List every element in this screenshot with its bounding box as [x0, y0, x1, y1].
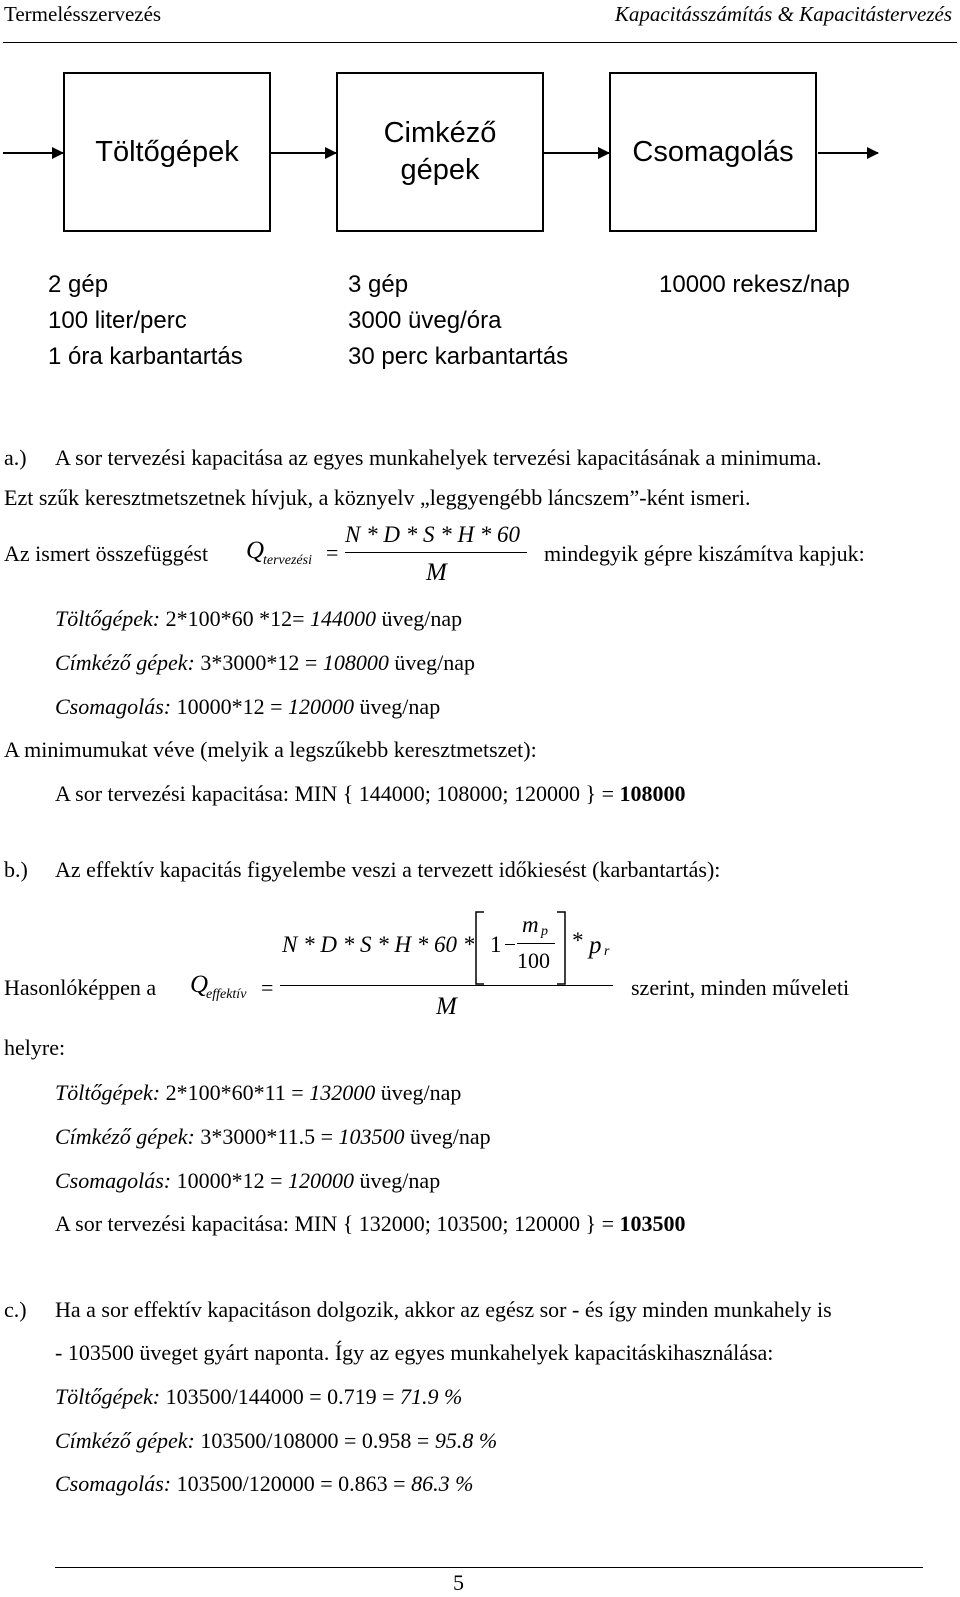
formula-numerator: N * D * S * H * 60: [345, 522, 521, 547]
row-result: 132000: [309, 1080, 376, 1105]
util-row: [55, 1384, 462, 1410]
formula-q: Q: [246, 537, 265, 564]
formula-b-one: 1: [490, 932, 502, 957]
formula-b-mp-sub: p: [541, 924, 548, 939]
row-result: 120000: [288, 694, 355, 719]
box-label: gépek: [400, 154, 480, 186]
row-label: Csomagolás:: [55, 694, 172, 719]
page-number: 5: [453, 1570, 464, 1595]
header-title: Termelésszervezés: [4, 2, 162, 26]
spec-line: 2 gép: [48, 271, 109, 298]
spec-line: 3 gép: [348, 271, 409, 298]
formula-b-after2: helyre:: [4, 1035, 66, 1060]
spec-line: 100 liter/perc: [48, 307, 187, 334]
formula-b-intro: Hasonlóképpen a: [4, 975, 157, 1000]
row-result: 120000: [288, 1168, 355, 1193]
box-label: Cimkéző: [383, 117, 497, 149]
row-expr: 3*3000*11.5 =: [194, 1124, 339, 1149]
row-result: 86.3 %: [411, 1471, 474, 1496]
formula-b-q-sub: effektív: [206, 987, 247, 1002]
row-expr: 103500/120000 = 0.863 =: [171, 1471, 412, 1496]
formula-q-sub: tervezési: [263, 553, 312, 568]
row-unit: üveg/nap: [376, 606, 463, 631]
util-row: [55, 1471, 473, 1497]
section-c-label: c.): [4, 1297, 27, 1322]
formula-b-mp: m: [522, 912, 539, 937]
spec-col-1: [48, 267, 243, 375]
fraction-bar: [345, 552, 527, 553]
formula-b-eq: =: [261, 975, 274, 1000]
row-label: Töltőgépek:: [55, 606, 161, 631]
formula-denominator: M: [426, 559, 447, 586]
formula-b-hundred: 100: [517, 948, 550, 973]
inner-fraction-bar: [517, 943, 555, 944]
formula-b-denominator: M: [436, 993, 457, 1020]
footer-rule: [55, 1567, 923, 1568]
row-label: Töltőgépek:: [55, 1080, 161, 1105]
min-line-b: [55, 1211, 685, 1237]
spec-col-3: [659, 267, 850, 303]
spec-line: 1 óra karbantartás: [48, 343, 243, 370]
row-expr: 3*3000*12 =: [194, 650, 323, 675]
row-label: Csomagolás:: [55, 1168, 172, 1193]
row-result: 71.9 %: [400, 1384, 463, 1409]
min-line: [55, 781, 685, 807]
formula-b-star: *: [571, 928, 583, 953]
row-expr: 103500/108000 = 0.958 =: [194, 1428, 435, 1453]
util-row: [55, 1428, 497, 1454]
row-result: 103500: [338, 1124, 405, 1149]
header-subtitle: Kapacitásszámítás & Kapacitástervezés: [614, 2, 952, 26]
calc-row: [55, 1168, 440, 1194]
spec-line: 10000 rekesz/nap: [659, 271, 850, 298]
box-cimkezo: [336, 72, 544, 232]
calc-row: [55, 606, 462, 632]
spec-line: 30 perc karbantartás: [348, 343, 569, 370]
section-b-line1: Az effektív kapacitás figyelembe veszi a tervezett időkiesést (karbantartás):: [55, 857, 721, 882]
row-unit: üveg/nap: [404, 1124, 491, 1149]
row-label: Csomagolás:: [55, 1471, 172, 1496]
fraction-bar-b: [280, 985, 613, 986]
box-toltogepek: [63, 72, 271, 232]
min-result: 108000: [619, 781, 686, 806]
min-text: A sor tervezési kapacitása: MIN { 144000; 108000; 120000 } =: [55, 781, 620, 806]
spec-line: 3000 üveg/óra: [348, 307, 502, 334]
spec-col-2: [348, 267, 568, 375]
min-text: A sor tervezési kapacitása: MIN { 132000; 103500; 120000 } =: [55, 1211, 620, 1236]
calc-row: [55, 1080, 461, 1106]
row-expr: 2*100*60*11 =: [160, 1080, 310, 1105]
formula-b-num: N * D * S * H * 60 *: [282, 932, 475, 957]
row-result: 144000: [310, 606, 377, 631]
section-b-label: b.): [4, 857, 28, 882]
row-label: Címkéző gépek:: [55, 1124, 195, 1149]
box-label: Töltőgépek: [95, 135, 239, 168]
min-intro: A minimumukat véve (melyik a legszűkebb keresztmetszet):: [4, 737, 537, 762]
section-a-line2: Ezt szűk keresztmetszetnek hívjuk, a köznyelv „leggyengébb láncszem”-ként ismeri.: [4, 485, 751, 510]
row-unit: üveg/nap: [354, 694, 441, 719]
calc-row: [55, 650, 475, 676]
row-expr: 2*100*60 *12=: [160, 606, 311, 631]
section-a-label: a.): [4, 445, 27, 470]
row-label: Címkéző gépek:: [55, 1428, 195, 1453]
row-expr: 10000*12 =: [171, 1168, 289, 1193]
row-label: Töltőgépek:: [55, 1384, 161, 1409]
formula-eq: =: [326, 540, 339, 565]
row-expr: 10000*12 =: [171, 694, 289, 719]
min-result: 103500: [619, 1211, 686, 1236]
formula-b-q: Q: [190, 971, 209, 998]
section-c-line1: Ha a sor effektív kapacitáson dolgozik, akkor az egész sor - és így minden munkahely is: [55, 1297, 832, 1322]
formula-after: mindegyik gépre kiszámítva kapjuk:: [544, 541, 865, 566]
calc-row: [55, 694, 440, 720]
formula-b-p-sub: r: [604, 944, 610, 959]
formula-b-after: szerint, minden műveleti: [631, 975, 850, 1000]
row-result: 95.8 %: [434, 1428, 498, 1453]
row-label: Címkéző gépek:: [55, 650, 195, 675]
calc-row: [55, 1124, 491, 1150]
row-unit: üveg/nap: [375, 1080, 462, 1105]
box-label: Csomagolás: [632, 135, 794, 168]
minus-sign: [505, 944, 515, 945]
row-unit: üveg/nap: [388, 650, 475, 675]
formula-intro: Az ismert összefüggést: [4, 541, 209, 566]
row-expr: 103500/144000 = 0.719 =: [160, 1384, 401, 1409]
row-unit: üveg/nap: [354, 1168, 441, 1193]
section-c-line2: - 103500 üveget gyárt naponta. Így az egyes munkahelyek kapacitáskihasználása:: [55, 1340, 774, 1365]
box-csomagolas: [609, 72, 817, 232]
section-a-line1: A sor tervezési kapacitása az egyes munkahelyek tervezési kapacitásának a minimuma.: [55, 445, 822, 470]
right-bracket: [553, 910, 569, 986]
formula-b-p: p: [589, 932, 602, 959]
left-bracket: [472, 910, 488, 986]
row-result: 108000: [322, 650, 389, 675]
